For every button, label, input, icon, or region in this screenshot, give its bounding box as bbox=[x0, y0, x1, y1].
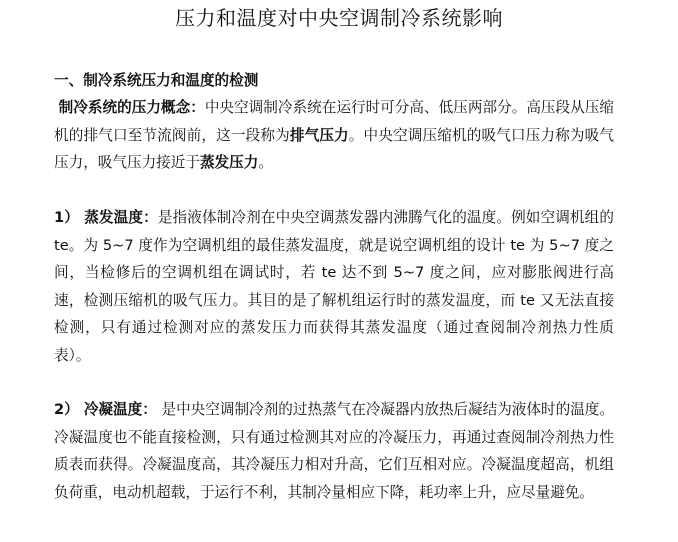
evaporation-temperature-lead: 1） 蒸发温度： bbox=[54, 209, 158, 226]
paragraph-condensing-temperature bbox=[54, 396, 614, 506]
evaporation-pressure-term: 蒸发压力 bbox=[199, 154, 259, 171]
document-title: 压力和温度对中央空调制冷系统影响 bbox=[175, 6, 503, 30]
evaporation-temperature-text: 是指液体制冷剂在中央空调蒸发器内沸腾气化的温度。例如空调机组的 te。为 5~7 度作为空调机组的最佳蒸发温度，就是说空调机组的设计 te 为 5~7 度之间，当检修后的空调机组在调试时，若 te 达不到 5~7 度之间，应对膨胀阀进行高速，检测压缩机的吸气压力。其目的是了解机组运行时的蒸发温度，而 te 又无法直接检测，只有通过检测对应的蒸发压力而获得其蒸发温度（通过查阅制冷剂热力性质表）。 bbox=[54, 209, 614, 364]
paragraph-evaporation-temperature bbox=[54, 204, 614, 369]
pressure-concept-text-c: 。 bbox=[258, 154, 273, 171]
condensing-temperature-lead: 2） 冷凝温度： bbox=[54, 401, 157, 418]
condensing-temperature-text: 是中央空调制冷剂的过热蒸气在冷凝器内放热后凝结为液体时的温度。冷凝温度也不能直接检测，只有通过检测其对应的冷凝压力，再通过查阅制冷剂热力性质表而获得。冷凝温度高，其冷凝压力相对升高，它们互相对应。冷凝温度超高，机组负荷重，电动机超载，于运行不利，其制冷量相应下降，耗功率上升，应尽量避免。 bbox=[54, 401, 614, 501]
section-heading: 一、制冷系统压力和温度的检测 bbox=[54, 72, 259, 89]
discharge-pressure-term: 排气压力 bbox=[289, 126, 349, 144]
pressure-concept-text-a: 中央空调制冷系统在运行时可分高、低压两部分。高压段从压缩机的排气口至节流阀前，这一段称为 bbox=[54, 99, 614, 144]
pressure-concept-lead: 制冷系统的压力概念： bbox=[58, 99, 205, 116]
paragraph-pressure-concept bbox=[54, 94, 614, 177]
pressure-concept-text-b: 。中央空调压缩机的吸气口压力称为吸气压力，吸气压力接近于 bbox=[54, 126, 614, 171]
